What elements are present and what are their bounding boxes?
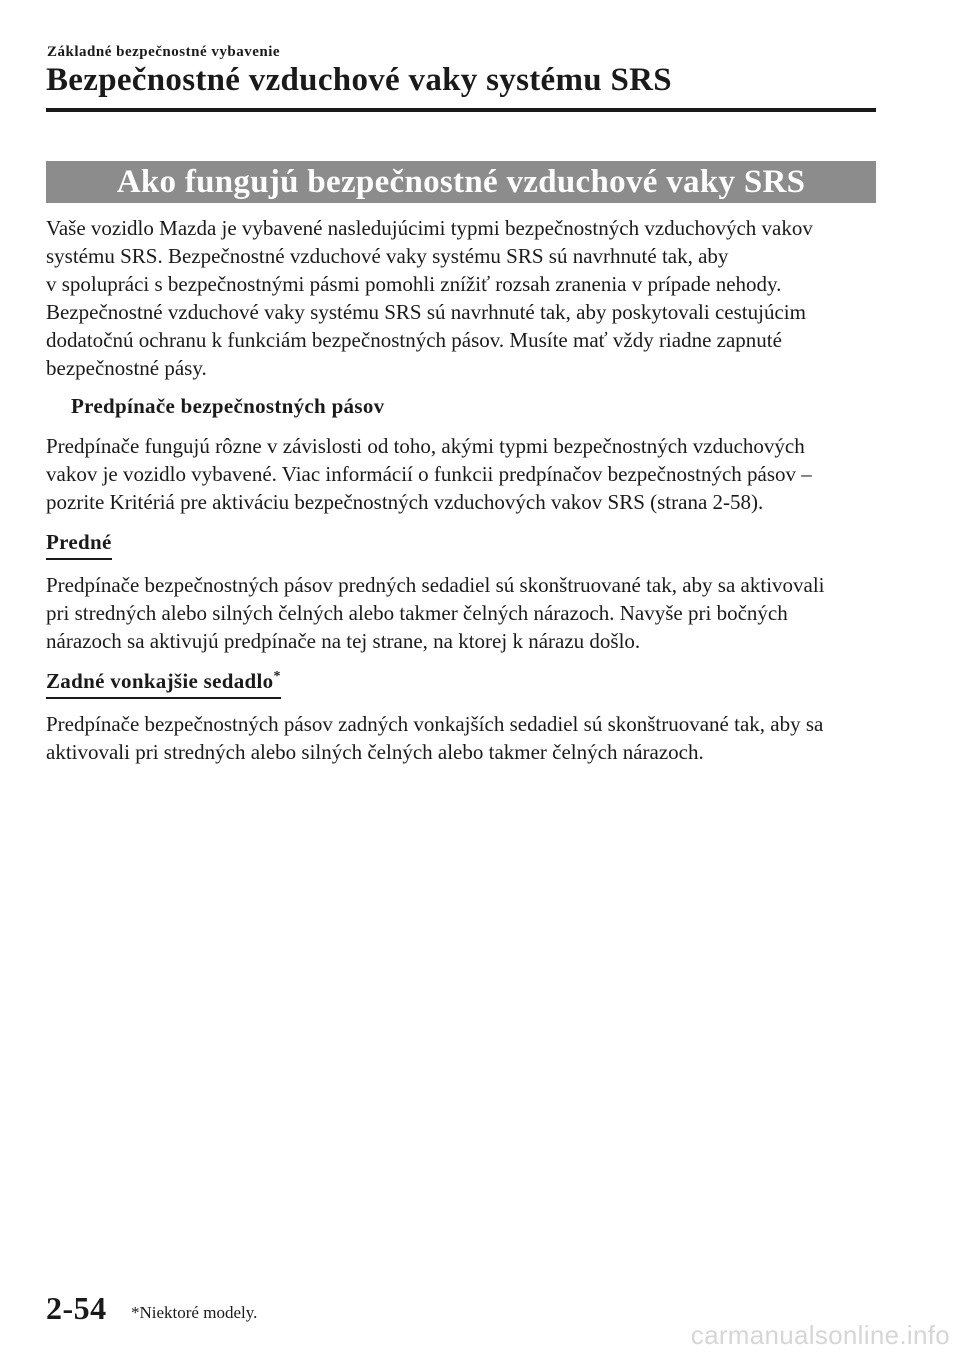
intro-line-3: v spolupráci s bezpečnostnými pásmi pomohli znížiť rozsah zranenia v prípade nehody. bbox=[46, 272, 782, 296]
rear-paragraph bbox=[46, 710, 880, 766]
rear-heading-row bbox=[46, 667, 880, 710]
topic-banner: Ako fungujú bezpečnostné vzduchové vaky SRS bbox=[46, 161, 876, 203]
footnote: *Niektoré modely. bbox=[131, 1303, 258, 1322]
pretensioners-line-3: pozrite Kritériá pre aktiváciu bezpečnostných vzduchových vakov SRS (strana 2-58). bbox=[46, 490, 764, 514]
watermark: carmanualsonline.info bbox=[690, 1320, 950, 1350]
page-number: 2-54 bbox=[46, 1290, 107, 1326]
rear-line-2: aktivovali pri stredných alebo silných čelných alebo takmer čelných nárazoch. bbox=[46, 740, 704, 764]
intro-line-1: Vaše vozidlo Mazda je vybavené nasledujúcimi typmi bezpečnostných vzduchových vakov bbox=[46, 216, 813, 240]
chapter-label: Základné bezpečnostné vybavenie bbox=[47, 44, 281, 60]
pretensioners-line-1: Predpínače fungujú rôzne v závislosti od toho, akými typmi bezpečnostných vzduchových bbox=[46, 434, 805, 458]
rear-heading-asterisk: * bbox=[273, 669, 281, 684]
pretensioners-heading: Predpínače bezpečnostných pásov bbox=[71, 394, 385, 418]
front-heading-row bbox=[46, 528, 880, 571]
rear-heading-text: Zadné vonkajšie sedadlo bbox=[46, 669, 274, 693]
header-divider bbox=[46, 108, 876, 112]
front-paragraph bbox=[46, 571, 880, 655]
body-content bbox=[46, 214, 880, 778]
section-title: Bezpečnostné vzduchové vaky systému SRS bbox=[46, 62, 672, 98]
rear-heading bbox=[46, 667, 281, 699]
intro-line-4: Bezpečnostné vzduchové vaky systému SRS sú navrhnuté tak, aby poskytovali cestujúcim bbox=[46, 300, 806, 324]
intro-paragraph bbox=[46, 214, 880, 382]
intro-line-2: systému SRS. Bezpečnostné vzduchové vaky systému SRS sú navrhnuté tak, aby bbox=[46, 244, 729, 268]
pretensioners-line-2: vakov je vozidlo vybavené. Viac informácií o funkcii predpínačov bezpečnostných pásov – bbox=[46, 462, 812, 486]
front-line-3: nárazoch sa aktivujú predpínače na tej strane, na ktorej k nárazu došlo. bbox=[46, 629, 641, 653]
intro-line-5: dodatočnú ochranu k funkciám bezpečnostných pásov. Musíte mať vždy riadne zapnuté bbox=[46, 328, 782, 352]
intro-line-6: bezpečnostné pásy. bbox=[46, 356, 207, 380]
front-line-2: pri stredných alebo silných čelných alebo takmer čelných nárazoch. Navyše pri bočných bbox=[46, 601, 788, 625]
rear-line-1: Predpínače bezpečnostných pásov zadných vonkajších sedadiel sú skonštruované tak, aby sa bbox=[46, 712, 824, 736]
front-heading: Predné bbox=[46, 528, 112, 560]
pretensioners-paragraph bbox=[46, 432, 880, 516]
front-line-1: Predpínače bezpečnostných pásov predných sedadiel sú skonštruované tak, aby sa aktivovali bbox=[46, 573, 825, 597]
